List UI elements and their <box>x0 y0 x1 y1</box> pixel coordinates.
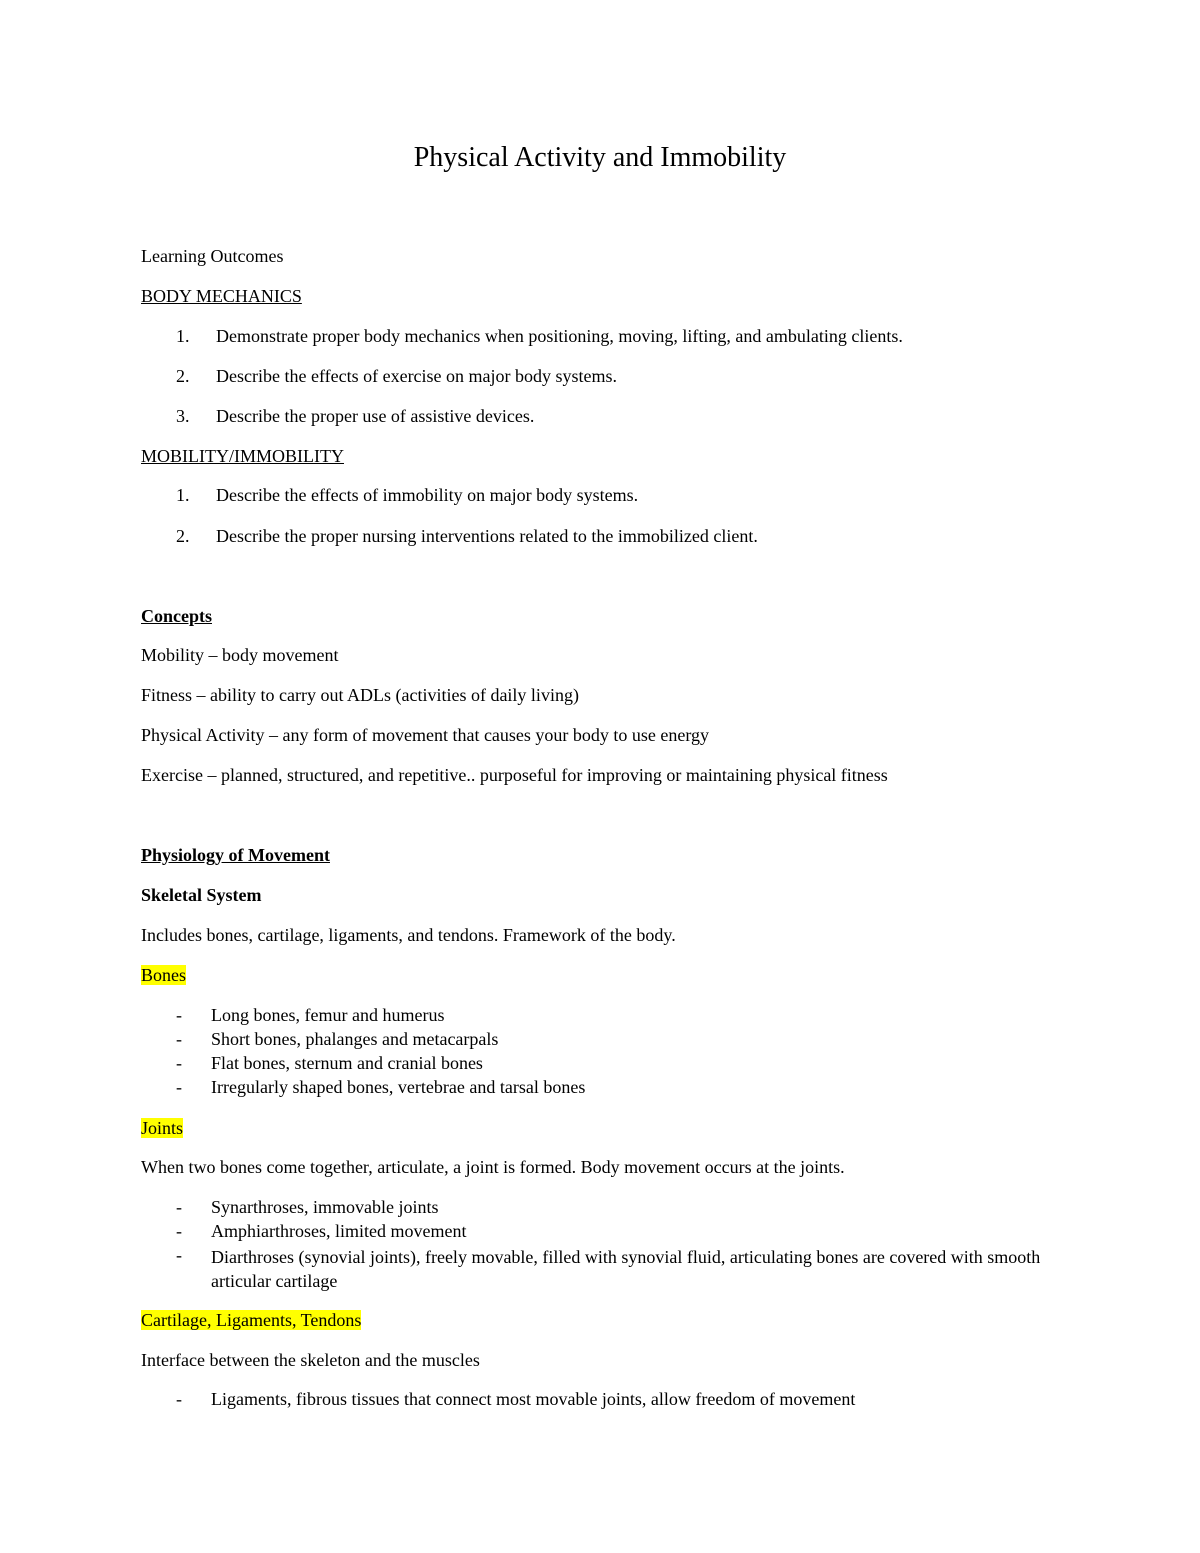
highlighted-text: Joints <box>141 1118 184 1138</box>
concept-line: Fitness – ability to carry out ADLs (activities of daily living) <box>141 685 579 705</box>
list-item-text: Describe the proper nursing interventions related to the immobilized client. <box>216 526 758 546</box>
skeletal-system-heading: Skeletal System <box>141 885 262 905</box>
joints-text: When two bones come together, articulate, a joint is formed. Body movement occurs at the joints. <box>141 1157 845 1177</box>
list-number: 1. <box>176 326 190 346</box>
list-number: 3. <box>176 406 190 426</box>
dash-bullet: - <box>176 1389 182 1409</box>
mobility-heading: MOBILITY/IMMOBILITY <box>141 446 344 466</box>
concept-line: Physical Activity – any form of movement that causes your body to use energy <box>141 725 710 745</box>
joints-heading <box>141 1118 183 1139</box>
bones-heading <box>141 965 186 986</box>
list-item-text: Flat bones, sternum and cranial bones <box>211 1053 483 1073</box>
list-item-text: Ligaments, fibrous tissues that connect most movable joints, allow freedom of movement <box>211 1389 856 1409</box>
concept-line: Exercise – planned, structured, and repetitive.. purposeful for improving or maintaining physical fitness <box>141 765 888 785</box>
dash-bullet: - <box>176 1245 182 1265</box>
list-item-text: Amphiarthroses, limited movement <box>211 1221 467 1241</box>
highlighted-text: Cartilage, Ligaments, Tendons <box>141 1310 362 1330</box>
dash-bullet: - <box>176 1053 182 1073</box>
dash-bullet: - <box>176 1221 182 1241</box>
list-item-text: Demonstrate proper body mechanics when positioning, moving, lifting, and ambulating clients. <box>216 326 903 346</box>
dash-bullet: - <box>176 1077 182 1097</box>
list-number: 2. <box>176 526 190 546</box>
physiology-heading: Physiology of Movement <box>141 845 330 865</box>
page-title: Physical Activity and Immobility <box>413 142 787 173</box>
list-item-text: Describe the proper use of assistive devices. <box>216 406 535 426</box>
list-item-text: Long bones, femur and humerus <box>211 1005 445 1025</box>
list-item-text: Irregularly shaped bones, vertebrae and tarsal bones <box>211 1077 586 1097</box>
dash-bullet: - <box>176 1005 182 1025</box>
cartilage-heading <box>141 1310 361 1331</box>
list-item-text: Describe the effects of immobility on major body systems. <box>216 485 639 505</box>
cartilage-text: Interface between the skeleton and the muscles <box>141 1350 480 1370</box>
list-number: 2. <box>176 366 190 386</box>
body-mechanics-heading: BODY MECHANICS <box>141 286 302 306</box>
dash-bullet: - <box>176 1197 182 1217</box>
list-item-text: Short bones, phalanges and metacarpals <box>211 1029 499 1049</box>
concept-line: Mobility – body movement <box>141 645 339 665</box>
list-number: 1. <box>176 485 190 505</box>
concepts-heading: Concepts <box>141 606 212 626</box>
list-item-text: Describe the effects of exercise on major body systems. <box>216 366 618 386</box>
list-item-text: Synarthroses, immovable joints <box>211 1197 439 1217</box>
skeletal-system-text: Includes bones, cartilage, ligaments, and tendons. Framework of the body. <box>141 925 676 945</box>
learning-outcomes-heading: Learning Outcomes <box>141 246 284 266</box>
dash-bullet: - <box>176 1029 182 1049</box>
list-item-text: Diarthroses (synovial joints), freely movable, filled with synovial fluid, articulating bones are covered with smooth articular cartilage <box>211 1247 1041 1292</box>
highlighted-text: Bones <box>141 965 186 985</box>
